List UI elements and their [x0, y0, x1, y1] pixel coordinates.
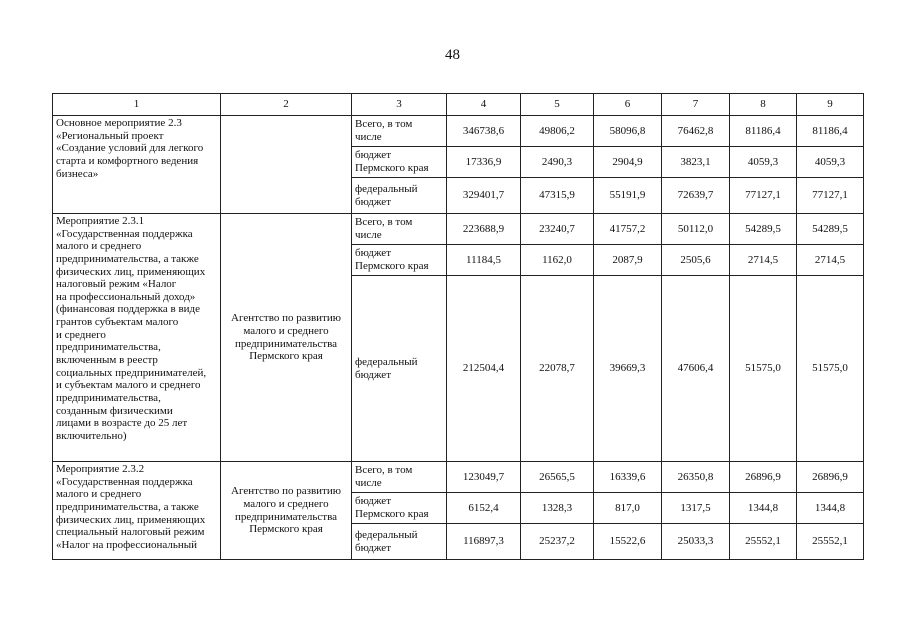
table-row [53, 214, 864, 245]
responsible-agency [221, 116, 352, 214]
amount-cell: 1344,8 [730, 493, 797, 524]
amount-cell: 1162,0 [521, 245, 594, 276]
amount-cell: 49806,2 [521, 116, 594, 147]
amount-cell: 15522,6 [594, 524, 662, 560]
amount-cell: 41757,2 [594, 214, 662, 245]
amount-cell: 2490,3 [521, 147, 594, 178]
amount-cell: 51575,0 [797, 276, 864, 462]
amount-cell: 81186,4 [730, 116, 797, 147]
measure-title: Мероприятие 2.3.1 «Государственная поддержка малого и среднего предпринимательства, а также физических лиц, применяющих налоговый режим «Налог на профессиональный доход» (финансовая поддержка в виде грантов субъектам малого и среднего предпринимательства, включенным в реестр социальных предпринимателей, и субъектам малого и среднего предпринимательства, созданным физическими лицами в возрасте до 25 лет включительно) [53, 214, 221, 462]
column-number-header: 6 [594, 94, 662, 116]
amount-cell: 212504,4 [447, 276, 521, 462]
funding-source: Всего, в том числе [352, 214, 447, 245]
amount-cell: 23240,7 [521, 214, 594, 245]
amount-cell: 25552,1 [730, 524, 797, 560]
amount-cell: 54289,5 [797, 214, 864, 245]
amount-cell: 346738,6 [447, 116, 521, 147]
amount-cell: 58096,8 [594, 116, 662, 147]
funding-source: федеральный бюджет [352, 276, 447, 462]
funding-source: Всего, в том числе [352, 116, 447, 147]
amount-cell: 26896,9 [797, 462, 864, 493]
amount-cell: 26565,5 [521, 462, 594, 493]
table-row [53, 462, 864, 493]
amount-cell: 1317,5 [662, 493, 730, 524]
amount-cell: 17336,9 [447, 147, 521, 178]
amount-cell: 25237,2 [521, 524, 594, 560]
amount-cell: 2505,6 [662, 245, 730, 276]
column-number-header: 1 [53, 94, 221, 116]
column-number-header: 3 [352, 94, 447, 116]
amount-cell: 77127,1 [797, 178, 864, 214]
header-row [53, 94, 864, 116]
column-number-header: 8 [730, 94, 797, 116]
responsible-agency: Агентство по развитию малого и среднего предпринимательства Пермского края [221, 462, 352, 560]
responsible-agency: Агентство по развитию малого и среднего предпринимательства Пермского края [221, 214, 352, 462]
amount-cell: 47315,9 [521, 178, 594, 214]
amount-cell: 16339,6 [594, 462, 662, 493]
funding-source: бюджет Пермского края [352, 147, 447, 178]
amount-cell: 4059,3 [797, 147, 864, 178]
amount-cell: 116897,3 [447, 524, 521, 560]
amount-cell: 1328,3 [521, 493, 594, 524]
amount-cell: 25033,3 [662, 524, 730, 560]
measure-title: Основное мероприятие 2.3 «Региональный проект «Создание условий для легкого старта и комфортного ведения бизнеса» [53, 116, 221, 214]
measure-title: Мероприятие 2.3.2 «Государственная поддержка малого и среднего предпринимательства, а также физических лиц, применяющих специальный налоговый режим «Налог на профессиональный [53, 462, 221, 560]
funding-source: федеральный бюджет [352, 178, 447, 214]
amount-cell: 2714,5 [730, 245, 797, 276]
budget-table [52, 93, 864, 560]
column-number-header: 5 [521, 94, 594, 116]
funding-source: Всего, в том числе [352, 462, 447, 493]
amount-cell: 26350,8 [662, 462, 730, 493]
amount-cell: 50112,0 [662, 214, 730, 245]
amount-cell: 77127,1 [730, 178, 797, 214]
amount-cell: 4059,3 [730, 147, 797, 178]
amount-cell: 26896,9 [730, 462, 797, 493]
amount-cell: 54289,5 [730, 214, 797, 245]
funding-source: бюджет Пермского края [352, 245, 447, 276]
funding-source: федеральный бюджет [352, 524, 447, 560]
column-number-header: 9 [797, 94, 864, 116]
amount-cell: 55191,9 [594, 178, 662, 214]
amount-cell: 123049,7 [447, 462, 521, 493]
column-number-header: 4 [447, 94, 521, 116]
amount-cell: 39669,3 [594, 276, 662, 462]
amount-cell: 817,0 [594, 493, 662, 524]
amount-cell: 72639,7 [662, 178, 730, 214]
amount-cell: 76462,8 [662, 116, 730, 147]
amount-cell: 81186,4 [797, 116, 864, 147]
table-row [53, 116, 864, 147]
amount-cell: 3823,1 [662, 147, 730, 178]
amount-cell: 51575,0 [730, 276, 797, 462]
column-number-header: 7 [662, 94, 730, 116]
page-number: 48 [445, 47, 460, 63]
amount-cell: 1344,8 [797, 493, 864, 524]
amount-cell: 2714,5 [797, 245, 864, 276]
amount-cell: 25552,1 [797, 524, 864, 560]
amount-cell: 6152,4 [447, 493, 521, 524]
amount-cell: 329401,7 [447, 178, 521, 214]
column-number-header: 2 [221, 94, 352, 116]
amount-cell: 2904,9 [594, 147, 662, 178]
amount-cell: 2087,9 [594, 245, 662, 276]
amount-cell: 22078,7 [521, 276, 594, 462]
amount-cell: 47606,4 [662, 276, 730, 462]
amount-cell: 223688,9 [447, 214, 521, 245]
amount-cell: 11184,5 [447, 245, 521, 276]
funding-source: бюджет Пермского края [352, 493, 447, 524]
